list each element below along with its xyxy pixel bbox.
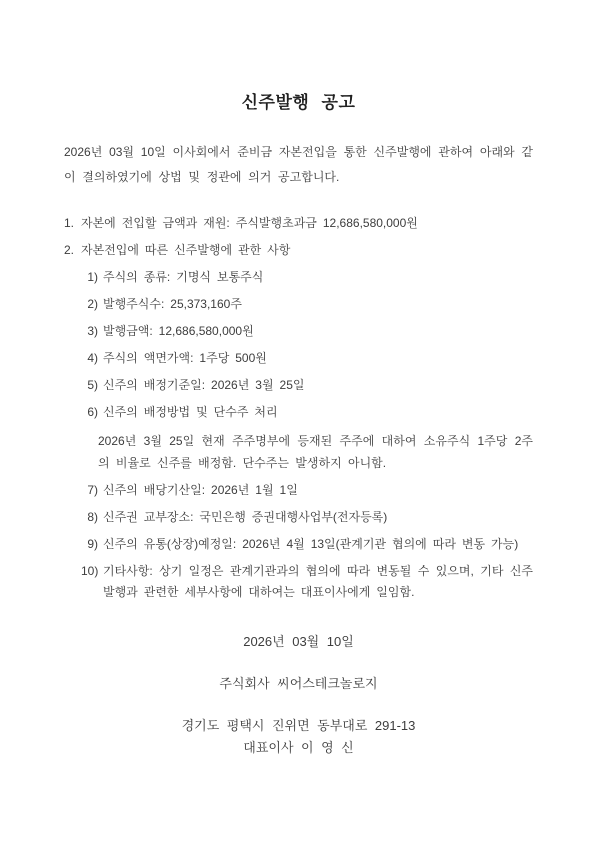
sub-item-number: 5) <box>87 378 98 392</box>
sub-item-number: 1) <box>87 270 98 284</box>
sub-item-text: 신주의 배정기준일: 2026년 3월 25일 <box>103 378 305 392</box>
sub-item-text: 주식의 종류: 기명식 보통주식 <box>103 270 264 284</box>
sub-item-text: 신주의 배당기산일: 2026년 1월 1일 <box>103 483 298 497</box>
sub-item-4 <box>81 348 533 369</box>
list-item-text: 자본전입에 따른 신주발행에 관한 사항 <box>81 243 291 257</box>
intro-paragraph: 2026년 03월 10일 이사회에서 준비금 자본전입을 통한 신주발행에 관하여 아래와 같이 결의하였기에 상법 및 정관에 의거 공고합니다. <box>64 145 533 184</box>
sub-item-9 <box>81 534 533 555</box>
sub-list <box>81 267 533 603</box>
sub-item-5 <box>81 375 533 396</box>
sub-item-number: 6) <box>87 405 98 419</box>
sub-item-3 <box>81 321 533 342</box>
sub-item-1 <box>81 267 533 288</box>
list-item-number: 1. <box>64 216 75 230</box>
sub-item-text: 기타사항: 상기 일정은 관계기관과의 협의에 따라 변동될 수 있으며, 기타 신주 발행과 관련한 세부사항에 대하여는 대표이사에게 일임함. <box>103 564 533 599</box>
sub-item-10 <box>81 561 533 603</box>
sub-item-number: 3) <box>87 324 98 338</box>
sub-item-2 <box>81 294 533 315</box>
sub-item-note: 2026년 3월 25일 현재 주주명부에 등재된 주주에 대하여 소유주식 1주당 2주의 비율로 신주를 배정함. 단수주는 발생하지 아니함. <box>98 434 533 470</box>
list-item-1 <box>64 213 533 234</box>
sub-item-text: 신주의 배정방법 및 단수주 처리 <box>103 405 278 419</box>
footer-date: 2026년 03월 10일 <box>243 634 354 649</box>
document-footer <box>64 631 533 759</box>
sub-item-number: 8) <box>87 510 98 524</box>
sub-item-number: 10) <box>81 564 99 578</box>
list-item-text: 자본에 전입할 금액과 재원: 주식발행초과금 12,686,580,000원 <box>81 216 418 230</box>
sub-item-number: 2) <box>87 297 98 311</box>
sub-item-text: 신주의 유통(상장)예정일: 2026년 4월 13일(관계기관 협의에 따라 변동 가능) <box>103 537 519 551</box>
sub-item-number: 9) <box>87 537 98 551</box>
sub-item-text: 주식의 액면가액: 1주당 500원 <box>103 351 267 365</box>
sub-item-number: 7) <box>87 483 98 497</box>
sub-item-7 <box>81 480 533 501</box>
sub-item-text: 신주권 교부장소: 국민은행 증권대행사업부(전자등록) <box>103 510 388 524</box>
sub-item-text: 발행금액: 12,686,580,000원 <box>103 324 254 338</box>
footer-address: 경기도 평택시 진위면 동부대로 291-13 <box>181 718 416 733</box>
sub-item-6 <box>81 402 533 474</box>
sub-item-text: 발행주식수: 25,373,160주 <box>103 297 242 311</box>
footer-ceo: 대표이사 이 영 신 <box>243 740 354 755</box>
sub-item-number: 4) <box>87 351 98 365</box>
list-item-number: 2. <box>64 243 75 257</box>
list-item-2 <box>64 240 533 603</box>
sub-item-8 <box>81 507 533 528</box>
page-title: 신주발행 공고 <box>241 93 356 112</box>
footer-company: 주식회사 씨어스테크놀로지 <box>219 676 378 691</box>
